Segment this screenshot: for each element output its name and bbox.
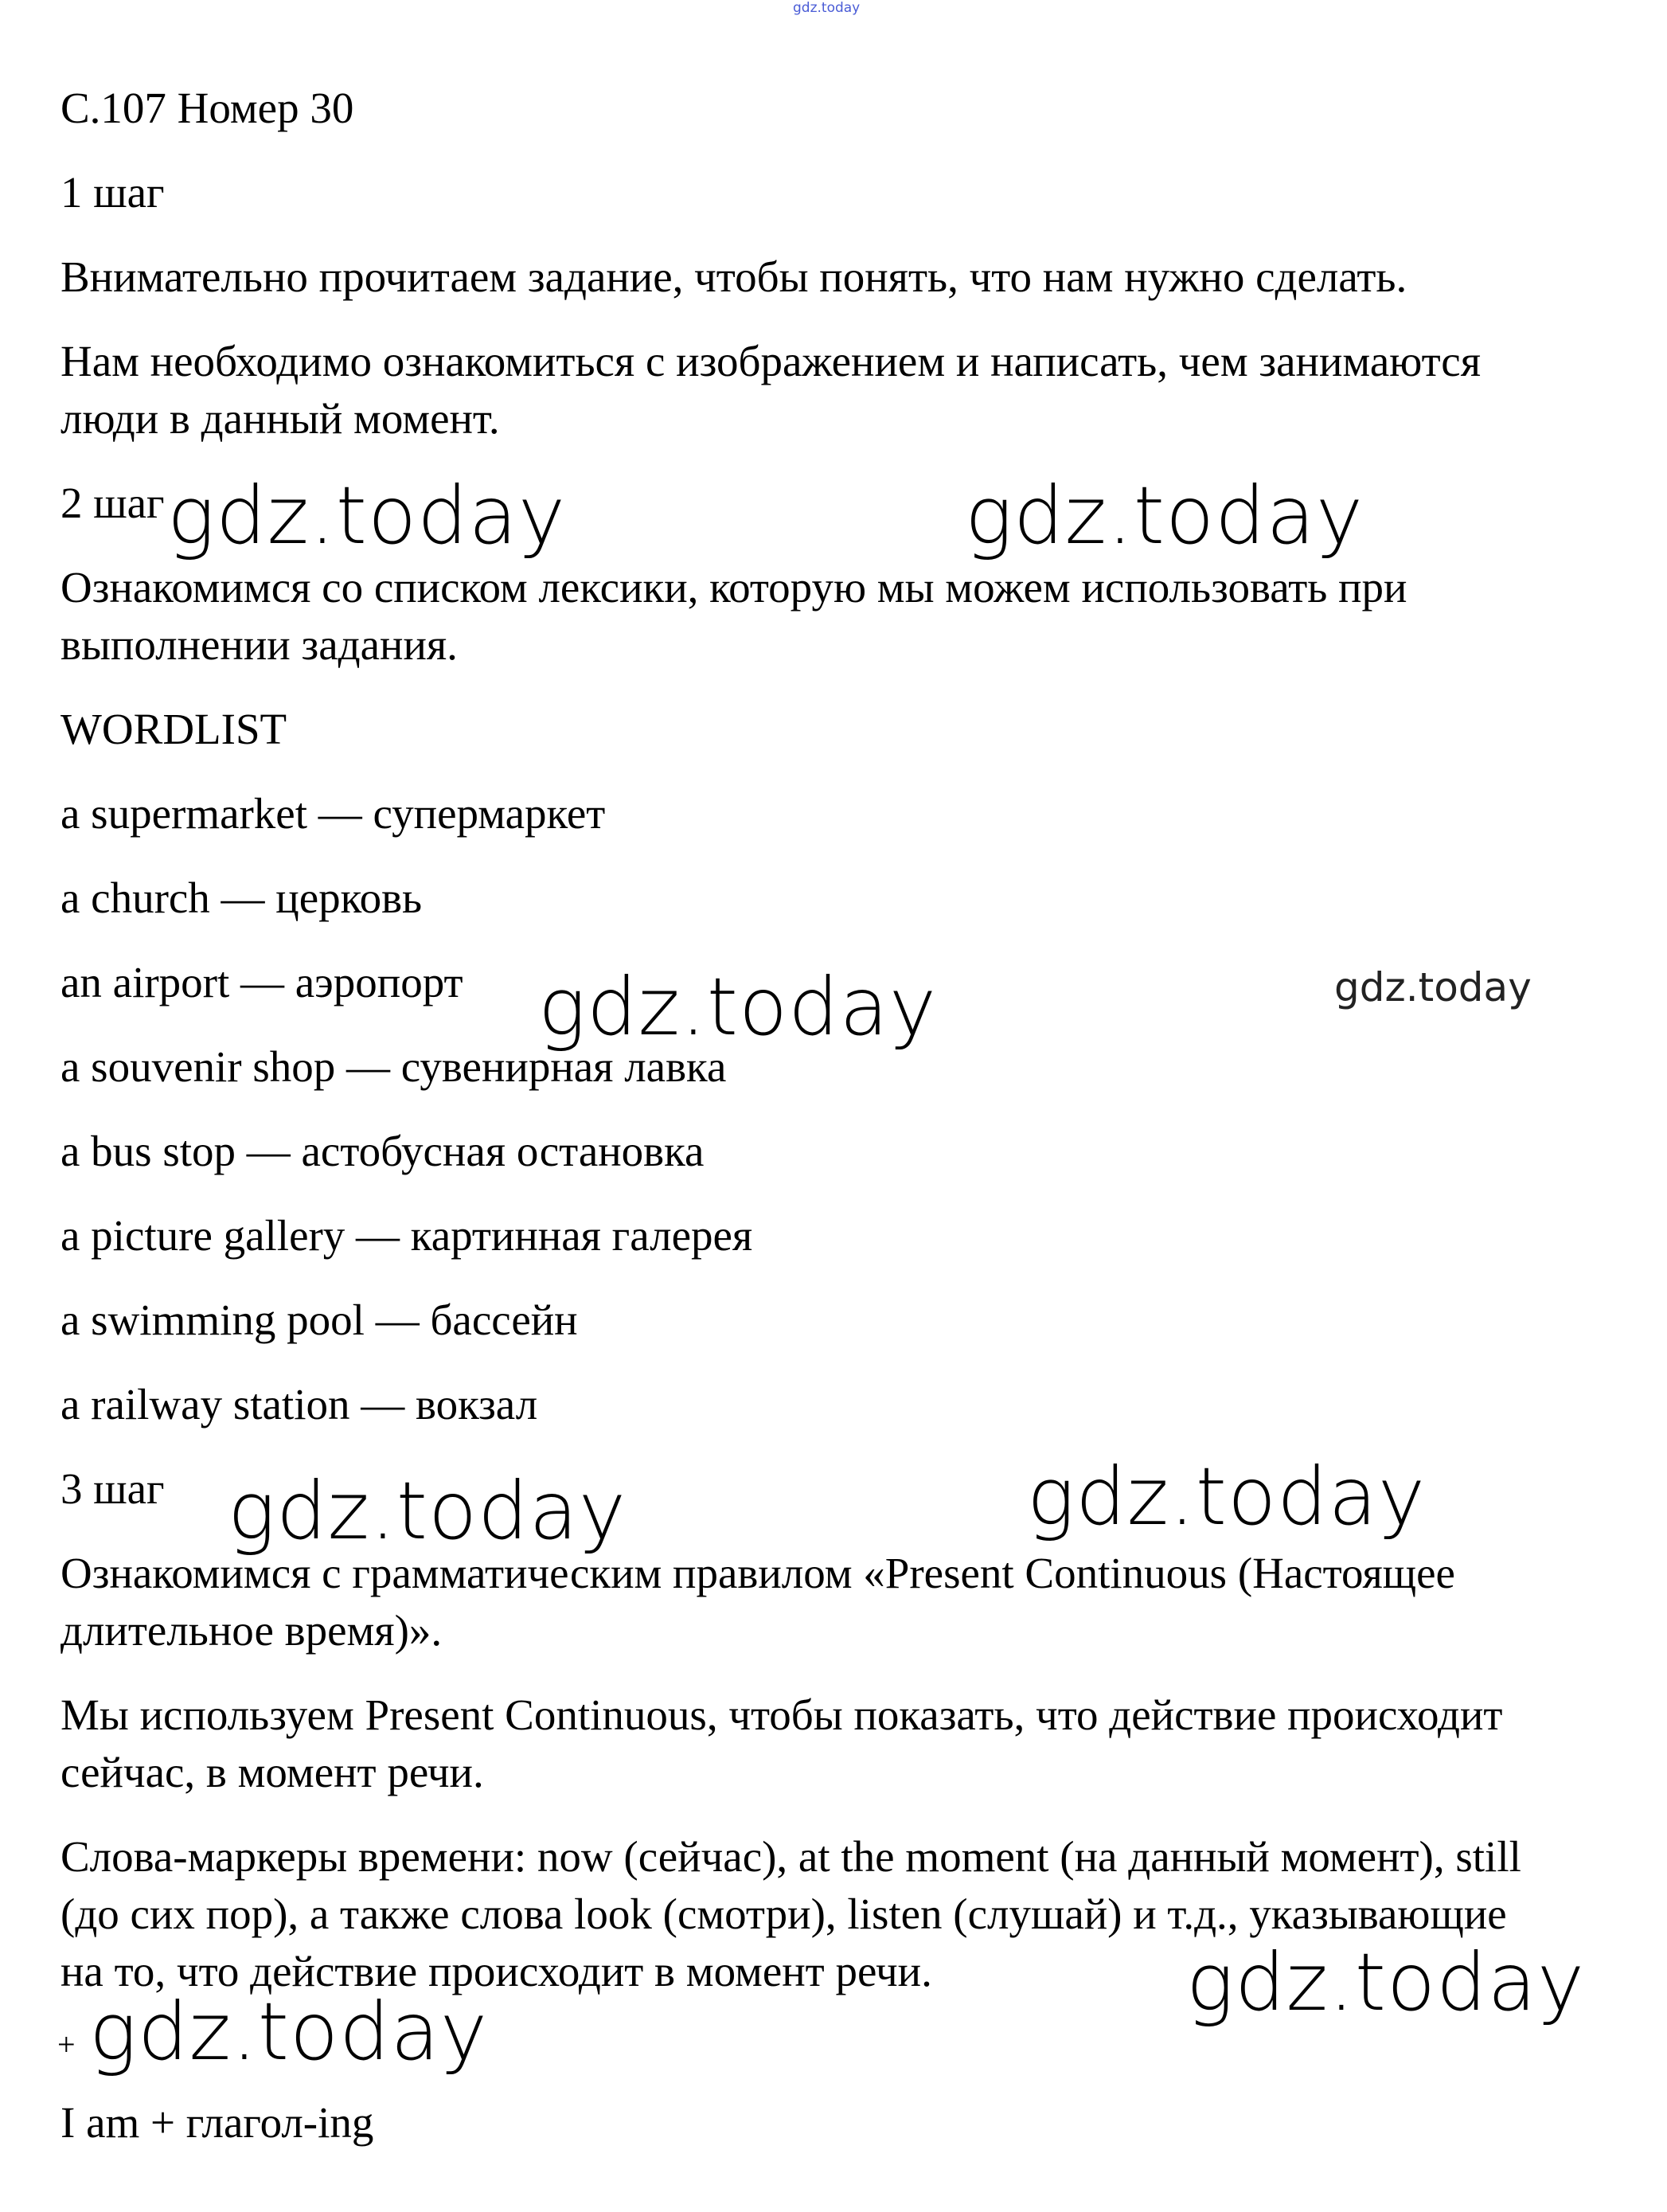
step1-paragraph-2-line-2: люди в данный момент. [61, 394, 500, 443]
watermark: gdz.today [228, 1464, 627, 1557]
step1-label: 1 шаг [61, 168, 165, 217]
step3-paragraph-3-line-1: Слова-маркеры времени: now (сейчас), at the moment (на данный момент), still [61, 1832, 1521, 1881]
watermark: gdz.today [167, 469, 567, 562]
plus-sign: + [57, 2026, 76, 2062]
wordlist-item: a supermarket — супермаркет [61, 789, 606, 838]
watermark: gdz.today [538, 960, 938, 1053]
step2-paragraph-line-1: Ознакомимся со списком лексики, которую мы можем использовать при [61, 563, 1407, 612]
wordlist-item: a swimming pool — бассейн [61, 1296, 578, 1344]
wordlist-item: a railway station — вокзал [61, 1380, 538, 1428]
watermark: gdz.today [1186, 1936, 1586, 2029]
formula: I am + глагол-ing [61, 2098, 374, 2147]
step3-paragraph-1-line-1: Ознакомимся с грамматическим правилом «Present Continuous (Настоящее [61, 1549, 1455, 1597]
step3-paragraph-2-line-1: Мы используем Present Continuous, чтобы показать, что действие происходит [61, 1690, 1503, 1739]
step3-label: 3 шаг [61, 1464, 165, 1513]
wordlist-item: an airport — аэропорт [61, 958, 463, 1006]
wordlist-item: a bus stop — астобусная остановка [61, 1127, 705, 1175]
step3-paragraph-1-line-2: длительное время)». [61, 1606, 443, 1655]
watermark: gdz.today [1027, 1450, 1427, 1543]
watermark: gdz.today [1334, 964, 1532, 1010]
step1-paragraph-2-line-1: Нам необходимо ознакомиться с изображением и написать, чем занимаются [61, 337, 1482, 385]
step3-paragraph-3-line-2: (до сих пор), а также слова look (смотри), listen (слушай) и т.д., указывающие [61, 1890, 1507, 1938]
wordlist-title: WORDLIST [61, 705, 287, 753]
step3-paragraph-2-line-2: сейчас, в момент речи. [61, 1748, 484, 1796]
step2-label: 2 шаг [61, 479, 165, 527]
watermark: gdz.today [89, 1985, 489, 2078]
watermark: gdz.today [965, 469, 1364, 562]
page-title: С.107 Номер 30 [61, 84, 354, 132]
header-watermark: gdz.today [793, 0, 861, 16]
wordlist-item: a picture gallery — картинная галерея [61, 1211, 753, 1260]
wordlist-item: a church — церковь [61, 873, 423, 922]
step1-paragraph-1: Внимательно прочитаем задание, чтобы понять, что нам нужно сделать. [61, 252, 1407, 301]
step2-paragraph-line-2: выполнении задания. [61, 620, 458, 669]
step3-paragraph-3-line-3: на то, что действие происходит в момент речи. [61, 1947, 932, 1995]
wordlist-item: a souvenir shop — сувенирная лавка [61, 1042, 727, 1091]
